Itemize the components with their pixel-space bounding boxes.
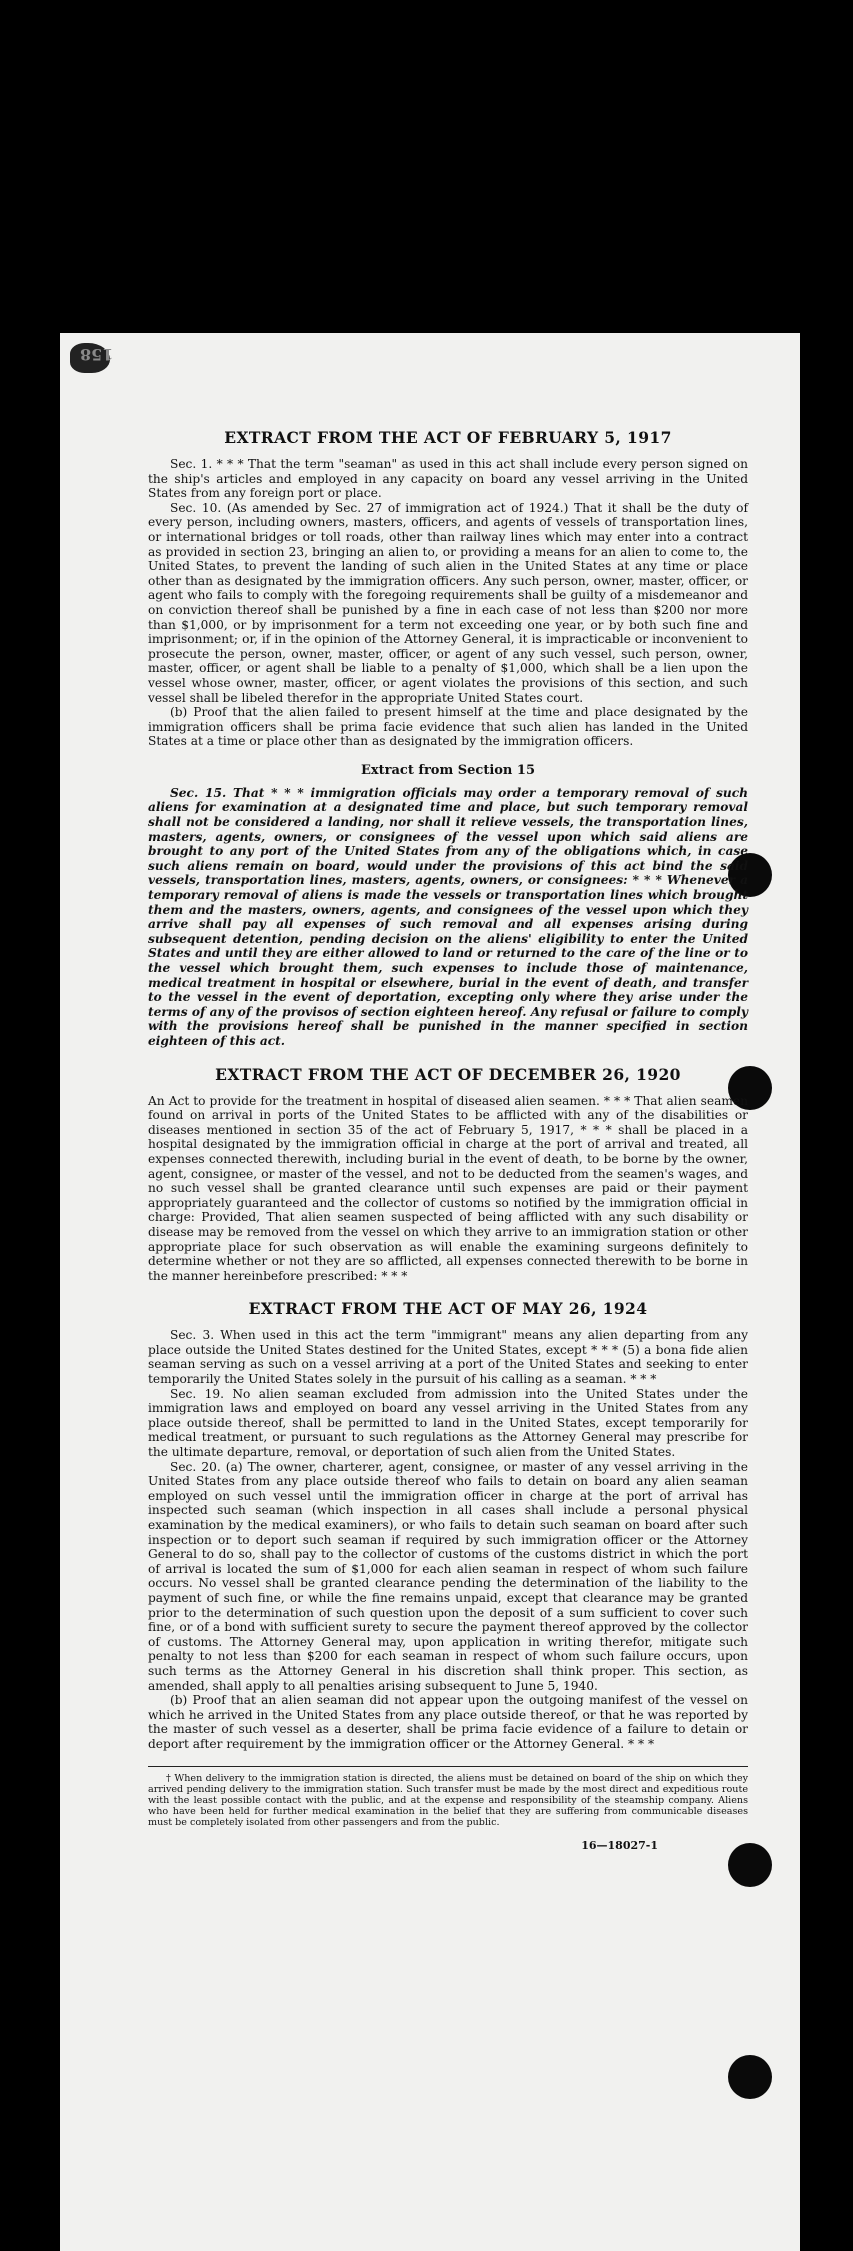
section-20b: (b) Proof that an alien seaman did not appear upon the outgoing manifest of the vessel on which he arrived in the United States from any place outside thereof, or that he was reported by the master of such vessel as a deserter, shall be prima facie evidence of a failure to detain or deport after requirement by the immigration officer or the Attorney General. * * * xyxy=(148,1693,748,1751)
section-3: Sec. 3. When used in this act the term "immigrant" means any alien departing from any place outside the United States destined for the United States, except * * * (5) a bona fide alien seaman serving as such on a vessel arriving at a port of the United States and seeking to enter temporarily the United States solely in the pursuit of his calling as a seaman. * * * xyxy=(148,1328,748,1387)
section-15: Sec. 15. That * * * immigration officials may order a temporary removal of such aliens for examination at a designated time and place, but such temporary removal shall not be considered a landing, nor shall it relieve vessels, the transportation lines, masters, agents, owners, or consignees of the vessel upon which said aliens are brought to any port of the United States from any of the obligations which, in case such aliens remain on board, would under the provisions of this act bind the said vessels, transportation lines, masters, agents, owners, or consignees: * * * Whenever a temporary removal of aliens is made the vessels or transportation lines which brought them and the masters, owners, agents, and consignees of the vessel upon which they arrive shall pay all expenses of such removal and all expenses arising during subsequent detention, pending decision on the aliens' eligibility to enter the United States and until they are either allowed to land or returned to the care of the line or to the vessel which brought them, such expenses to include those of maintenance, medical treatment in hospital or elsewhere, burial in the event of death, and transfer to the vessel in the event of deportation, excepting only where they arise under the terms of any of the provisos of section eighteen hereof. Any refusal or failure to comply with the provisions hereof shall be punished in the manner specified in section eighteen of this act. xyxy=(148,785,748,1048)
document-page xyxy=(60,333,800,2251)
section-20a: Sec. 20. (a) The owner, charterer, agent, consignee, or master of any vessel arriving in the United States from any place outside thereof who fails to detain on board any alien seaman employed on such vessel until the immigration officer in charge at the port of arrival has inspected such seaman (which inspection in all cases shall include a personal physical examination by the medical examiners), or who fails to detain such seaman on board after such inspection or to deport such seaman if required by such immigration officer or the Attorney General to do so, shall pay to the collector of customs of the customs district in which the port of arrival is located the sum of $1,000 for each alien seaman in respect of whom such failure occurs. No vessel shall be granted clearance pending the determination of the liability to the payment of such fine, or while the fine remains unpaid, except that clearance may be granted prior to the determination of such question upon the deposit of a sum sufficient to cover such fine, or of a bond with sufficient surety to secure the payment thereof approved by the collector of customs. The Attorney General may, upon application in writing therefor, mitigate such penalty to not less than $200 for each seaman in respect of whom such failure occurs, upon such terms as the Attorney General in his discretion shall think proper. This section, as amended, shall apply to all penalties arising subsequent to June 5, 1940. xyxy=(148,1459,748,1693)
heading-act-1920: EXTRACT FROM THE ACT OF DECEMBER 26, 1920 xyxy=(215,1064,681,1084)
section-10b: (b) Proof that the alien failed to present himself at the time and place designated by the immigration officers shall be prima facie evidence that such alien has landed in the United States at a time or place other than as designated by the immigration officers. xyxy=(148,705,748,749)
heading-act-1924: EXTRACT FROM THE ACT OF MAY 26, 1924 xyxy=(248,1299,648,1319)
document-body xyxy=(148,428,748,1852)
page-number-stamp: 158 xyxy=(80,345,114,364)
heading-section-15: Extract from Section 15 xyxy=(360,762,536,778)
section-1: Sec. 1. * * * That the term "seaman" as used in this act shall include every person signed on the ship's articles and employed in any capacity on board any vessel arriving in the United States from any foreign port or place. xyxy=(148,457,748,501)
section-19: Sec. 19. No alien seaman excluded from admission into the United States under the immigration laws and employed on board any vessel arriving in the United States from any place outside thereof, shall be permitted to land in the United States, except temporarily for medical treatment, or pursuant to such regulations as the Attorney General may prescribe for the ultimate departure, removal, or deportation of such alien from the United States. xyxy=(148,1386,748,1460)
footnote-rule xyxy=(148,1766,748,1767)
form-number: 16—18027-1 xyxy=(581,1838,658,1852)
act-1920-text: An Act to provide for the treatment in hospital of diseased alien seamen. * * * That alien seamen found on arrival in ports of the United States to be afflicted with any of the disabilities or diseases mentioned in section 35 of the act of February 5, 1917, * * * shall be placed in a hospital designated by the immigration official in charge at the port of arrival and treated, all expenses connected therewith, including burial in the event of death, to be borne by the owner, agent, consignee, or master of the vessel, and not to be deducted from the seamen's wages, and no such vessel shall be granted clearance until such expenses are paid or their payment appropriately guaranteed and the collector of customs so notified by the immigration official in charge: Provided, That alien seamen suspected of being afflicted with any such disability or disease may be removed from the vessel on which they arrive to an immigration station or other appropriate place for such observation as will enable the examining surgeons definitely to determine whether or not they are so afflicted, all expenses connected therewith to be borne in the manner hereinbefore prescribed: * * * xyxy=(148,1093,748,1283)
footnote: † When delivery to the immigration station is directed, the aliens must be detained on board of the ship on which they arrived pending delivery to the immigration station. Such transfer must be made by the most direct and expeditious route with the least possible contact with the public, and at the expense and responsibility of the steamship company. Aliens who have been held for further medical examination in the belief that they are suffering from communicable diseases must be completely isolated from other passengers and from the public. xyxy=(148,1772,748,1829)
section-10: Sec. 10. (As amended by Sec. 27 of immigration act of 1924.) That it shall be the duty of every person, including owners, masters, officers, and agents of vessels of transportation lines, or international bridges or toll roads, other than railway lines which may enter into a contract as provided in section 23, bringing an alien to, or providing a means for an alien to come to, the United States, to prevent the landing of such alien in the United States at any time or place other than as designated by the immigration officers. Any such person, owner, master, officer, or agent who fails to comply with the foregoing requirements shall be guilty of a misdemeanor and on conviction thereof shall be punished by a fine in each case of not less than $200 nor more than $1,000, or by imprisonment for a term not exceeding one year, or by both such fine and imprisonment; or, if in the opinion of the Attorney General, it is impracticable or inconvenient to prosecute the person, owner, master, officer, or agent of any such vessel, such person, owner, master, officer, or agent shall be liable to a penalty of $1,000, which shall be a lien upon the vessel whose owner, master, officer, or agent violates the provisions of this section, and such vessel shall be libeled therefor in the appropriate United States court. xyxy=(148,500,748,705)
heading-act-1917: EXTRACT FROM THE ACT OF FEBRUARY 5, 1917 xyxy=(224,428,672,447)
punch-hole xyxy=(728,2055,772,2099)
